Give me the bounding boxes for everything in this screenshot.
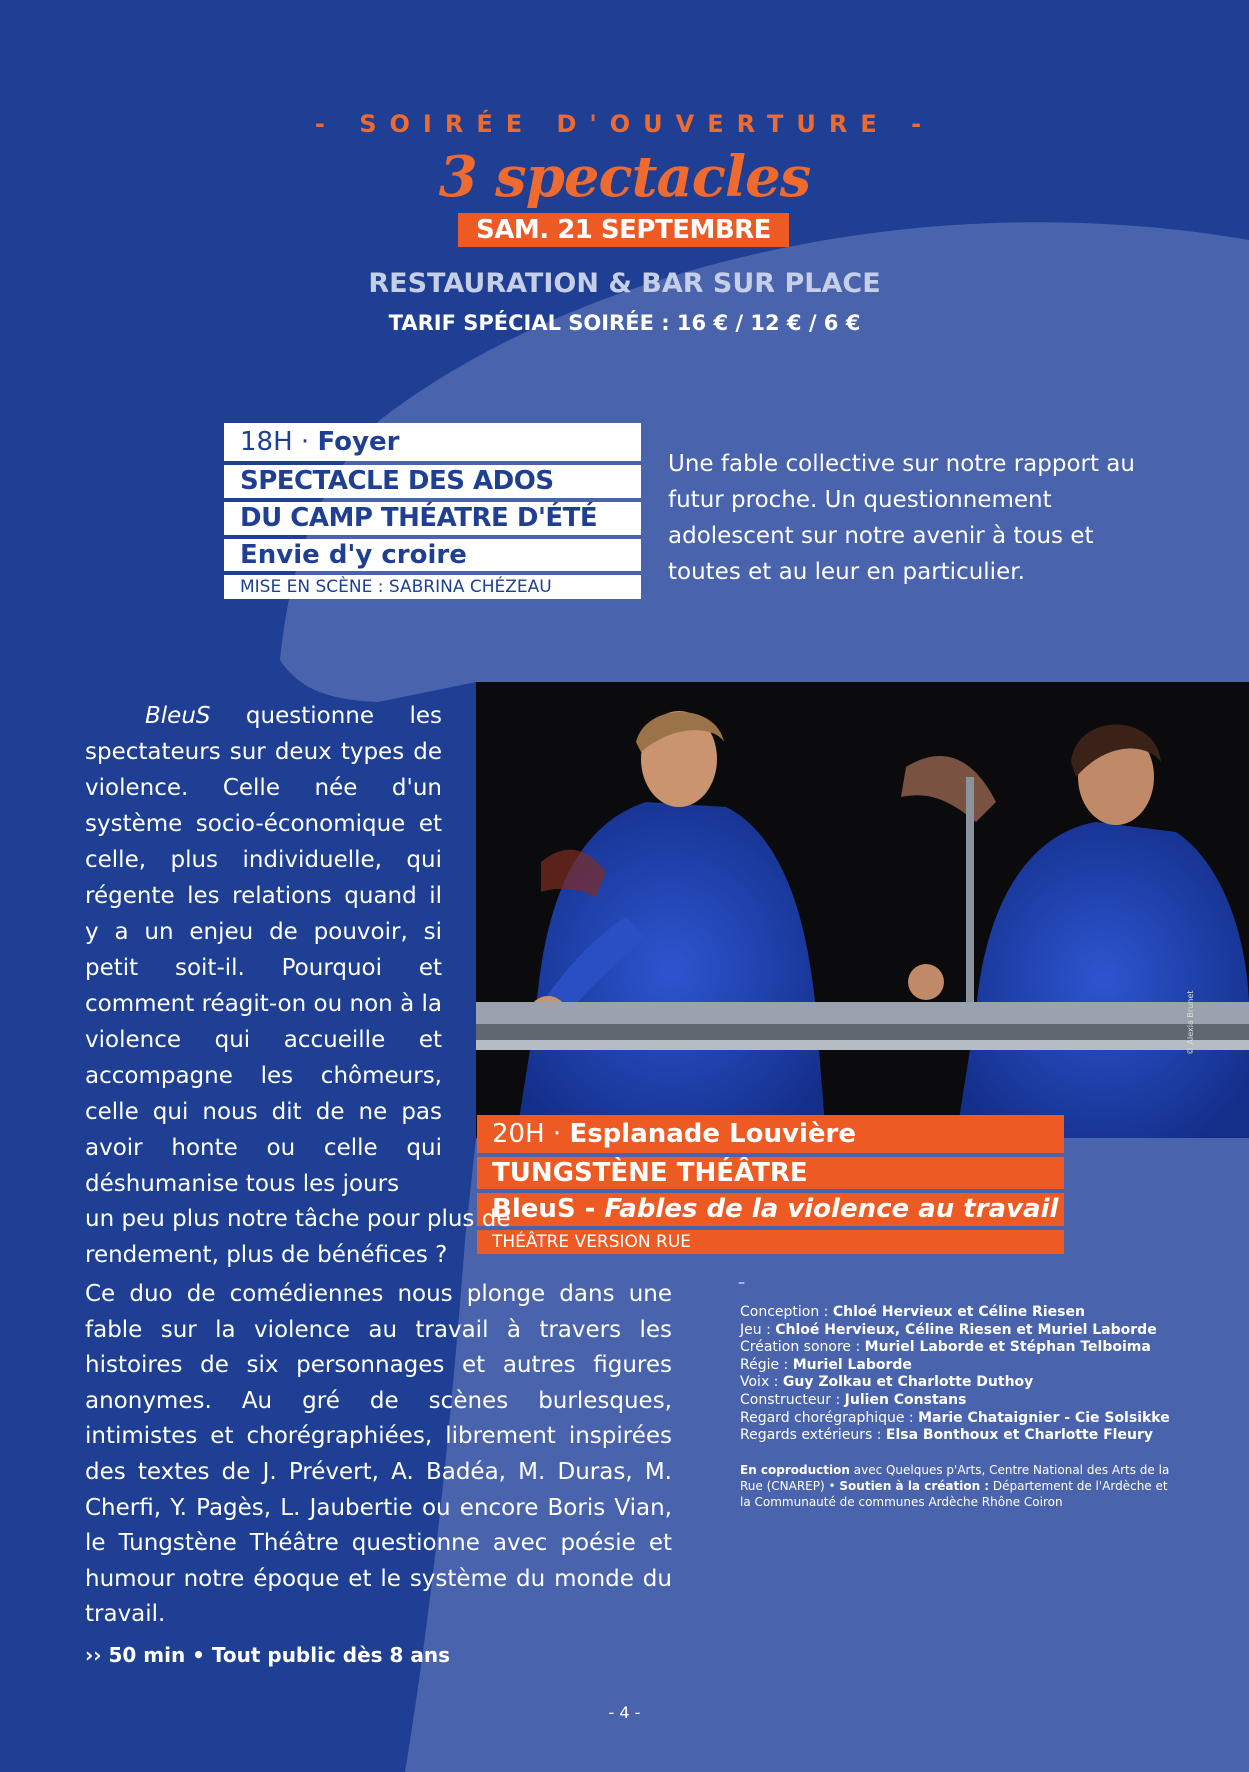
- show-18h-venue: Foyer: [317, 427, 400, 457]
- credit-names: Marie Chataignier - Cie Solsikke: [918, 1409, 1170, 1426]
- credit-line: [740, 1304, 1085, 1322]
- kicker: - SOIRÉE D'OUVERTURE -: [314, 110, 935, 138]
- credit-role: Régie :: [740, 1356, 793, 1373]
- coprod-label: En coproduction: [740, 1463, 850, 1477]
- credit-role: Jeu :: [740, 1321, 776, 1338]
- show-20h-title-bar: [477, 1193, 1064, 1226]
- credit-names: Chloé Hervieux et Céline Riesen: [832, 1304, 1085, 1320]
- show-20h-venue: Esplanade Louvière: [569, 1119, 856, 1149]
- body-paragraph-1-tail: un peu plus notre tâche pour plus de rendement, plus de bénéfices ?: [85, 1206, 511, 1268]
- tarif-note: TARIF SPÉCIAL SOIRÉE : 16 € / 12 € / 6 €: [388, 311, 861, 335]
- coproduction-note: [740, 1462, 1180, 1510]
- body-paragraph-1-text: questionne les spectateurs sur deux types de violence. Celle née d'un système socio-économique et celle, plus individuelle, qui régente les relations quand il y a un enjeu de pouvoir, si petit soit-il. Pourquoi et comment réagit-on ou non à la violence qui accueille et accompagne les chômeurs, celle qui nous dit de ne pas avoir honte ou celle qui déshumanise tous les jours: [85, 703, 442, 1197]
- time-separator: ·: [544, 1119, 570, 1149]
- soutien-label: Soutien à la création :: [839, 1479, 990, 1493]
- headline: 3 spectacles: [438, 144, 811, 210]
- credit-names: Muriel Laborde: [792, 1356, 912, 1373]
- time-separator: ·: [292, 427, 318, 457]
- credit-line: [740, 1357, 912, 1375]
- credit-line: [740, 1392, 966, 1410]
- body-paragraph-1: [85, 698, 442, 1202]
- duration-audience: ›› 50 min • Tout public dès 8 ans: [85, 1643, 451, 1667]
- show-20h-time: 20H: [492, 1119, 545, 1149]
- credit-line: [740, 1374, 1033, 1392]
- credit-role: Conception :: [740, 1304, 833, 1320]
- credit-role: Constructeur :: [740, 1392, 845, 1408]
- show-20h-company: TUNGSTÈNE THÉÂTRE: [477, 1157, 1064, 1189]
- credit-role: Regards extérieurs :: [740, 1427, 886, 1444]
- credit-names: Guy Zolkau et Charlotte Duthoy: [782, 1374, 1034, 1391]
- show-20h-time-bar: [477, 1115, 1064, 1153]
- show-18h-title-line1: SPECTACLE DES ADOS: [224, 465, 641, 498]
- body-paragraph-2: Ce duo de comédiennes nous plonge dans une fable sur la violence au travail à travers les histoires de six personnages et autres figures anonymes. Au gré de scènes burlesques, intimistes et chorégraphiées, librement inspirées des textes de J. Prévert, A. Badéa, M. Duras, M. Cherfi, Y. Pagès, L. Jaubertie ou encore Boris Vian, le Tungstène Théâtre questionne avec poésie et humour notre époque et le système du monde du travail.: [85, 1281, 672, 1628]
- credit-line: [740, 1339, 1151, 1357]
- page-number: - 4 -: [608, 1703, 641, 1722]
- body-paragraph-1-em: BleuS: [145, 703, 211, 729]
- credit-line: [740, 1427, 1153, 1445]
- show-20h-title: BleuS -: [492, 1194, 605, 1224]
- credit-names: Julien Constans: [844, 1392, 967, 1408]
- credit-role: Regard chorégraphique :: [740, 1409, 919, 1426]
- show-18h-description: Une fable collective sur notre rapport au futur proche. Un questionnement adolescent sur notre avenir à tous et toutes et au leur en particulier.: [668, 451, 1135, 585]
- show-20h-subtitle: Fables de la violence au travail: [604, 1194, 1059, 1224]
- show-20h-variant: THÉÂTRE VERSION RUE: [477, 1230, 1064, 1254]
- credit-line: [740, 1410, 1170, 1428]
- credit-role: Voix :: [740, 1374, 783, 1391]
- show-18h-title-line2: DU CAMP THÉATRE D'ÉTÉ: [224, 502, 641, 535]
- show-18h-credit: MISE EN SCÈNE : SABRINA CHÉZEAU: [224, 575, 641, 599]
- credits-dash: –: [738, 1275, 745, 1291]
- photo-credit: © Alexia Brunet: [1186, 990, 1195, 1055]
- performers-photo: [476, 682, 1249, 1138]
- soutien-text: Département de l'Ardèche et la Communauté de communes Ardèche Rhône Coiron: [740, 1479, 1168, 1509]
- credit-names: Muriel Laborde et Stéphan Telboima: [864, 1339, 1151, 1356]
- credit-line: [740, 1322, 1157, 1340]
- show-18h-time: 18H: [240, 427, 293, 457]
- credit-names: Elsa Bonthoux et Charlotte Fleury: [885, 1427, 1153, 1444]
- credit-role: Création sonore :: [740, 1339, 865, 1356]
- credit-names: Chloé Hervieux, Céline Riesen et Muriel Laborde: [775, 1321, 1157, 1338]
- show-18h-name: Envie d'y croire: [224, 539, 641, 571]
- date-badge: SAM. 21 SEPTEMBRE: [458, 213, 789, 247]
- show-photo: [476, 682, 1249, 1138]
- show-18h-time-bar: [224, 423, 641, 461]
- restauration-note: RESTAURATION & BAR SUR PLACE: [368, 268, 881, 299]
- coprod-text: avec Quelques p'Arts, Centre National des Arts de la Rue (CNAREP) •: [740, 1463, 1170, 1493]
